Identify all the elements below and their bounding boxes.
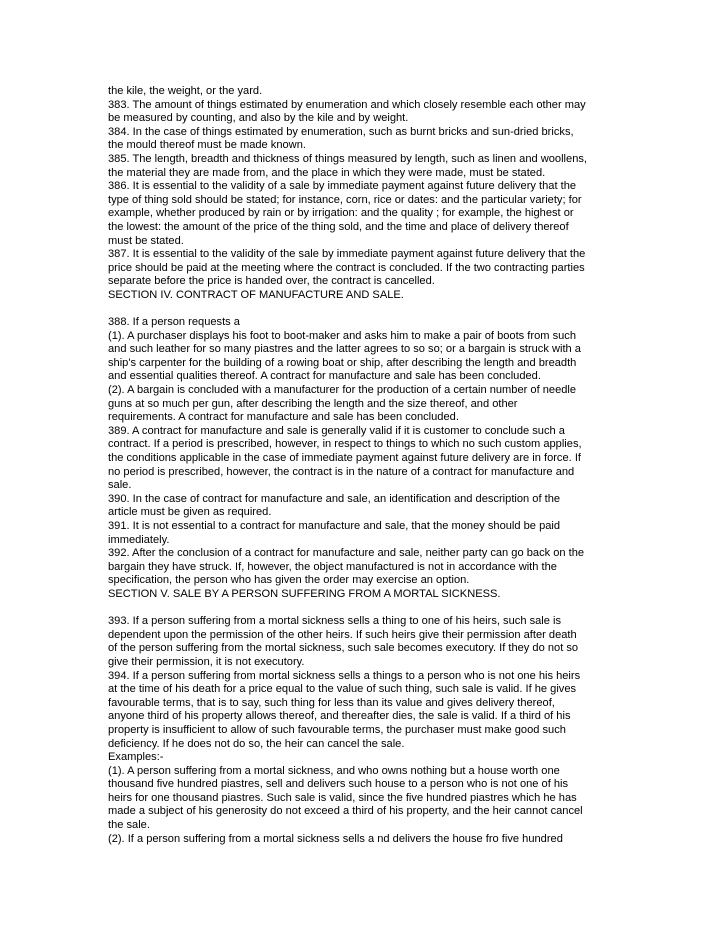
text-line: 394. If a person suffering from mortal sickness sells a things to a person who is not one his heirs bbox=[108, 669, 581, 682]
text-line: no period is prescribed, however, the contract is in the nature of a contract for manufacture and bbox=[108, 465, 575, 478]
text-line: anyone third of his property allows thereof, and thereafter dies, the sale is valid. If a third of his bbox=[108, 710, 571, 723]
text-line: specification, the person who has given the order may exercise an option. bbox=[108, 574, 470, 587]
text-line: property is insufficient to allow of such favourable terms, the purchaser must make good such bbox=[108, 723, 566, 736]
text-line: (2). A bargain is concluded with a manufacturer for the production of a certain number of needle bbox=[108, 384, 577, 397]
text-line: the material they are made from, and the place in which they were made, must be stated. bbox=[108, 166, 546, 179]
text-line: at the time of his death for a price equal to the value of such thing, such sale is valid. If he gives bbox=[108, 683, 577, 696]
text-line: the conditions applicable in the case of immediate payment against future delivery are in force. If bbox=[108, 452, 581, 465]
text-line: type of thing sold should be stated; for instance, corn, rice or dates: and the particular variety; for bbox=[108, 193, 582, 206]
text-line: requirements. A contract for manufacture and sale has been concluded. bbox=[108, 411, 459, 424]
text-line: contract. If a period is prescribed, however, in respect to things to which no such custom applies, bbox=[108, 438, 582, 451]
text-line: give their permission, it is not executory. bbox=[108, 655, 305, 668]
text-line: the kile, the weight, or the yard. bbox=[108, 85, 263, 97]
text-line: be measured by counting, and also by the kile and by weight. bbox=[108, 112, 409, 125]
document-page bbox=[108, 85, 620, 846]
text-line: SECTION IV. CONTRACT OF MANUFACTURE AND SALE. bbox=[108, 288, 404, 301]
text-line: dependent upon the permission of the other heirs. If such heirs give their permission after death bbox=[108, 628, 577, 641]
text-line: SECTION V. SALE BY A PERSON SUFFERING FROM A MORTAL SICKNESS. bbox=[108, 587, 501, 600]
text-line: 387. It is essential to the validity of the sale by immediate payment against future delivery that the bbox=[108, 248, 586, 261]
text-line: 383. The amount of things estimated by enumeration and which closely resemble each other may bbox=[108, 98, 586, 111]
text-line: sale. bbox=[108, 479, 132, 492]
text-line: 389. A contract for manufacture and sale is generally valid if it is customer to conclude such a bbox=[108, 424, 565, 437]
text-line: 391. It is not essential to a contract for manufacture and sale, that the money should be paid bbox=[108, 520, 561, 532]
text-line: 392. After the conclusion of a contract for manufacture and sale, neither party can go back on the bbox=[108, 547, 585, 560]
text-line: must be stated. bbox=[108, 234, 184, 247]
text-line: 384. In the case of things estimated by enumeration, such as burnt bricks and sun-dried bricks, bbox=[108, 125, 574, 138]
blank-line bbox=[108, 303, 620, 317]
text-line: thousand five hundred piastres, sell and delivers such house to a person who is not one of his bbox=[108, 778, 569, 791]
text-line: (1). A person suffering from a mortal sickness, and who owns nothing but a house worth one bbox=[108, 764, 560, 777]
text-line: (2). If a person suffering from a mortal sickness sells a nd delivers the house fro five hundred bbox=[108, 832, 563, 845]
text-line: immediately. bbox=[108, 533, 170, 546]
text-line: 385. The length, breadth and thickness of things measured by length, such as linen and woollens, bbox=[108, 152, 587, 165]
text-line: of the person suffering from the mortal sickness, such sale becomes executory. If they do not so bbox=[108, 642, 579, 655]
text-line: made a subject of his generosity do not exceed a third of his property, and the heir cannot cancel bbox=[108, 805, 583, 818]
text-line: (1). A purchaser displays his foot to boot-maker and asks him to make a pair of boots from such bbox=[108, 329, 577, 342]
text-line: Examples:- bbox=[108, 751, 164, 764]
text-line: price should be paid at the meeting where the contract is concluded. If the two contracting parties bbox=[108, 261, 585, 274]
text-line: 388. If a person requests a bbox=[108, 316, 240, 329]
text-line: separate before the price is handed over, the contract is cancelled. bbox=[108, 275, 435, 288]
text-line: guns at so much per gun, after describing the length and the size thereof, and other bbox=[108, 397, 518, 410]
text-line: bargain they have struck. If, however, the object manufactured is not in accordance with the bbox=[108, 560, 557, 573]
text-line: favourable terms, that is to say, such thing for less than its value and gives delivery thereof, bbox=[108, 696, 555, 709]
text-line: 386. It is essential to the validity of a sale by immediate payment against future delivery that the bbox=[108, 180, 577, 193]
text-line: heirs for one thousand piastres. Such sale is valid, since the five hundred piastres which he has bbox=[108, 791, 577, 804]
text-line: article must be given as required. bbox=[108, 506, 272, 519]
text-line: the lowest: the amount of the price of the thing sold, and the time and place of delivery thereof bbox=[108, 220, 569, 233]
text-line: ship's carpenter for the building of a rowing boat or ship, after describing the length and breadth bbox=[108, 356, 577, 369]
blank-line bbox=[108, 602, 620, 616]
text-line: 393. If a person suffering from a mortal sickness sells a thing to one of his heirs, such sale is bbox=[108, 615, 562, 628]
text-line: example, whether produced by rain or by irrigation: and the quality ; for example, the highest or bbox=[108, 207, 574, 220]
text-line: and essential qualities thereof. A contract for manufacture and sale has been concluded. bbox=[108, 370, 541, 383]
text-line: 390. In the case of contract for manufacture and sale, an identification and description of the bbox=[108, 492, 561, 505]
text-line: and such leather for so many piastres and the latter agrees to so so; or a bargain is struck with a bbox=[108, 343, 581, 356]
text-line: the mould thereof must be made known. bbox=[108, 139, 306, 152]
text-line: deficiency. If he does not do so, the heir can cancel the sale. bbox=[108, 737, 405, 750]
text-line: the sale. bbox=[108, 819, 150, 832]
